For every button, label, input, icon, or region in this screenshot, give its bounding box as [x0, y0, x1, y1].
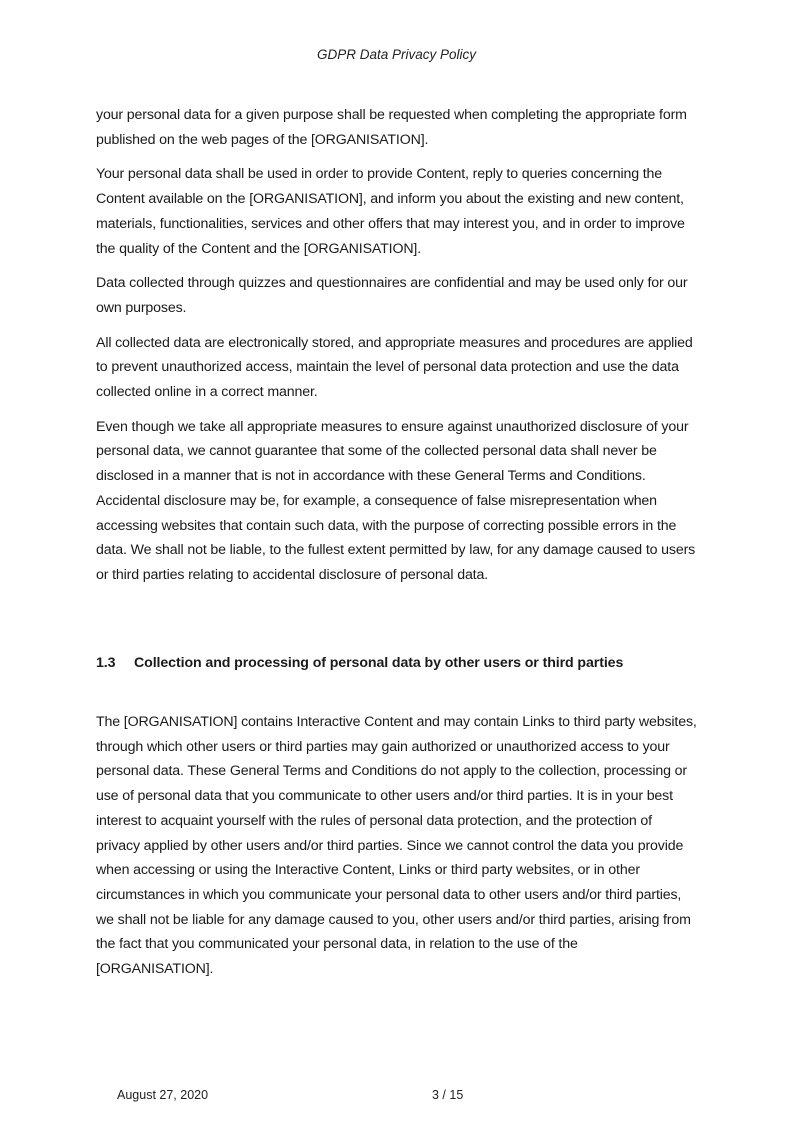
section-heading	[96, 651, 698, 675]
paragraph: Your personal data shall be used in order to provide Content, reply to queries concerning the Content available on the [ORGANISATION], and inform you about the existing and new content, materials, functionalities, services and other offers that may interest you, and in order to improve the quality of the Content and the [ORGANISATION].	[96, 166, 685, 257]
section-body-text	[96, 710, 698, 982]
paragraph: your personal data for a given purpose shall be requested when completing the appropriate form published on the web pages of the [ORGANISATION].	[96, 107, 687, 148]
paragraph: The [ORGANISATION] contains Interactive Content and may contain Links to third party websites, through which other users or third parties may gain authorized or unauthorized access to your personal data. These General Terms and Conditions do not apply to the collection, processing or use of personal data that you communicate to other users and/or third parties. It is in your best interest to acquaint yourself with the rules of personal data protection, and the protection of privacy applied by other users and/or third parties. Since we cannot control the data you provide when accessing or using the Interactive Content, Links or third party websites, or in other circumstances in which you communicate your personal data to other users and/or third parties, we shall not be liable for any damage caused to you, other users and/or third parties, arising from the fact that you communicated your personal data, in relation to the use of the [ORGANISATION].	[96, 714, 697, 978]
paragraph: Even though we take all appropriate measures to ensure against unauthorized disclosure of your personal data, we cannot guarantee that some of the collected personal data shall never be disclosed in a manner that is not in accordance with these General Terms and Conditions. Accidental disclosure may be, for example, a consequence of false misrepresentation when accessing websites that contain such data, with the purpose of correcting possible errors in the data. We shall not be liable, to the fullest extent permitted by law, for any damage caused to users or third parties relating to accidental disclosure of personal data.	[96, 418, 696, 583]
footer-date: August 27, 2020	[117, 1088, 209, 1102]
page-header-title: GDPR Data Privacy Policy	[316, 47, 477, 62]
paragraph: Data collected through quizzes and questionnaires are confidential and may be used only for our own purposes.	[96, 275, 688, 316]
footer-page-number: 3 / 15	[432, 1088, 464, 1102]
section-title: Collection and processing of personal data by other users or third parties	[134, 655, 624, 671]
body-text	[96, 103, 698, 598]
section-number: 1.3	[96, 655, 116, 671]
paragraph: All collected data are electronically stored, and appropriate measures and procedures are applied to prevent unauthorized access, maintain the level of personal data protection and use the data collected online in a correct manner.	[96, 334, 693, 401]
